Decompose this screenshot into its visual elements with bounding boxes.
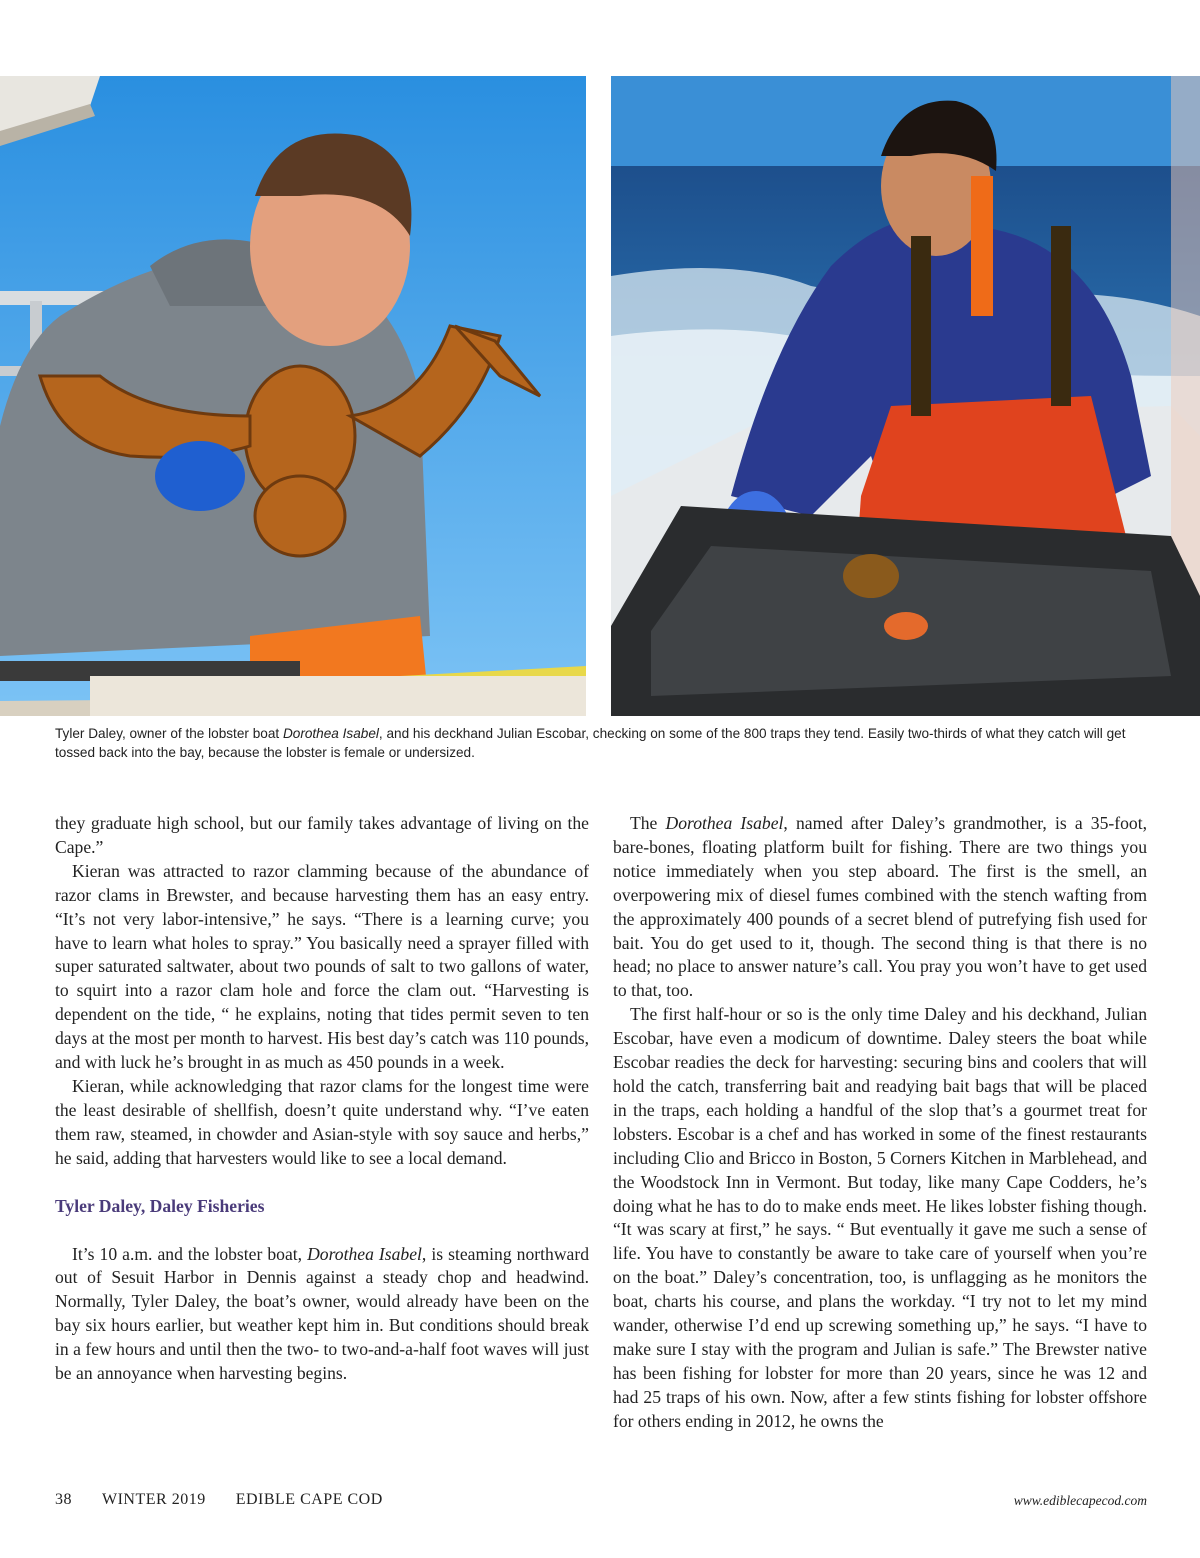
paragraph-continued: they graduate high school, but our family takes advantage of living on the Cape.” <box>55 813 589 857</box>
paragraph-boat-description <box>613 812 1147 1003</box>
footer-url: www.ediblecapecod.com <box>1013 1493 1147 1508</box>
paragraph-boat-description-start: The <box>630 813 666 833</box>
photo-deckhand-illustration <box>611 76 1200 716</box>
photo-caption <box>55 724 1150 762</box>
photo-lobster-held <box>0 76 586 716</box>
caption-boat-name: Dorothea Isabel <box>282 726 379 741</box>
caption-text-1: Tyler Daley, owner of the lobster boat <box>55 726 283 741</box>
paragraph-boat-description-rest: , named after Daley’s grandmother, is a 35-foot, bare-bones, floating platform built for fishing. There are two things you notice immediately when you step aboard. The first is the smell, an overpowering mix of diesel fumes combined with the stench wafting from the approximately 400 pounds of a secret blend of putrefying fish used for bait. You do get used to it, though. The second thing is that there is no head; no place to answer nature’s call. You pray you won’t have to get used to that, too. <box>613 813 1147 1001</box>
photo-deckhand-bin <box>611 76 1200 716</box>
magazine-name: EDIBLE CAPE COD <box>235 1491 383 1508</box>
paragraph-boat-steaming-start: It’s 10 a.m. and the lobster boat, <box>72 1243 308 1264</box>
caption-text-2: , and his deckhand Julian Escobar, checking on some of the 800 traps they tend. Easily two-thirds of what they catch will get tossed back into the bay, because the lobster is female or undersized. <box>55 726 1126 760</box>
section-subhead: Tyler Daley, Daley Fisheries <box>55 1195 265 1216</box>
article-column-left <box>55 812 589 1386</box>
article-column-right <box>613 812 1147 1434</box>
photo-lobster-illustration <box>0 76 586 716</box>
paragraph-boat-name: Dorothea Isabel <box>307 1243 422 1264</box>
page-number: 38 <box>55 1491 72 1508</box>
paragraph-boat-description-name: Dorothea Isabel <box>665 813 784 833</box>
paragraph-kieran-demand: Kieran, while acknowledging that razor clams for the longest time were the least desirable of shellfish, doesn’t quite understand why. “I’ve eaten them raw, steamed, in chowder and Asian-style with soy sauce and herbs,” he said, adding that harvesters would like to see a local demand. <box>55 1075 589 1168</box>
page-footer <box>55 1491 1147 1515</box>
paragraph-downtime: The first half-hour or so is the only time Daley and his deckhand, Julian Escobar, have even a modicum of downtime. Daley steers the boat while Escobar readies the deck for harvesting: securing bins and coolers that will hold the catch, transferring bait and readying bait bags that will be placed in the traps, each holding a handful of the slop that’s a gourmet treat for lobsters. Escobar is a chef and has worked in some of the finest restaurants including Clio and Bricco in Boston, 5 Corners Kitchen in Marblehead, and the Woodstock Inn in Vermont. But today, like many Cape Codders, he’s doing what he has to do to make ends meet. He likes lobster fishing though. “It was scary at first,” he says. “ But eventually it gave me such a sense of life. You have to constantly be aware to take care of yourself when you’re on the boat.” Daley’s concentration, too, is unflagging as he monitors the boat, charts his course, and plans the workday. “I try not to let my mind wander, otherwise I’d end up screwing something up,” he says. “I have to make sure I stay with the program and Julian is safe.” The Brewster native has been fishing for lobster for more than 20 years, since he was 12 and had 25 traps of his own. Now, after a few stints fishing for lobster offshore for others ending in 2012, he owns the <box>613 1004 1147 1431</box>
paragraph-boat-steaming <box>55 1243 589 1386</box>
paragraph-boat-steaming-rest: , is steaming northward out of Sesuit Harbor in Dennis against a steady chop and headwind. Normally, Tyler Daley, the boat’s owner, would already have been on the bay six hours earlier, but weather kept him in. But conditions should break in a few hours and until then the two- to two-and-a-half foot waves will just be an annoyance when harvesting begins. <box>55 1243 589 1384</box>
footer-left <box>55 1491 413 1509</box>
paragraph-kieran-clamming: Kieran was attracted to razor clamming because of the abundance of razor clams in Brewster, and because harvesting them has an easy entry. “It’s not very labor-intensive,” he says. “There is a learning curve; you have to learn what holes to spray.” You basically need a sprayer filled with super saturated saltwater, about two pounds of salt to two gallons of water, to squirt into a razor clam hole and force the clam out. “Harvesting is dependent on the tide, “ he explains, noting that tides permit seven to ten days at the most per month to harvest. His best day’s catch was 110 pounds, and with luck he’s brought in as much as 450 pounds in a week. <box>55 860 589 1073</box>
issue-date: WINTER 2019 <box>102 1491 206 1508</box>
